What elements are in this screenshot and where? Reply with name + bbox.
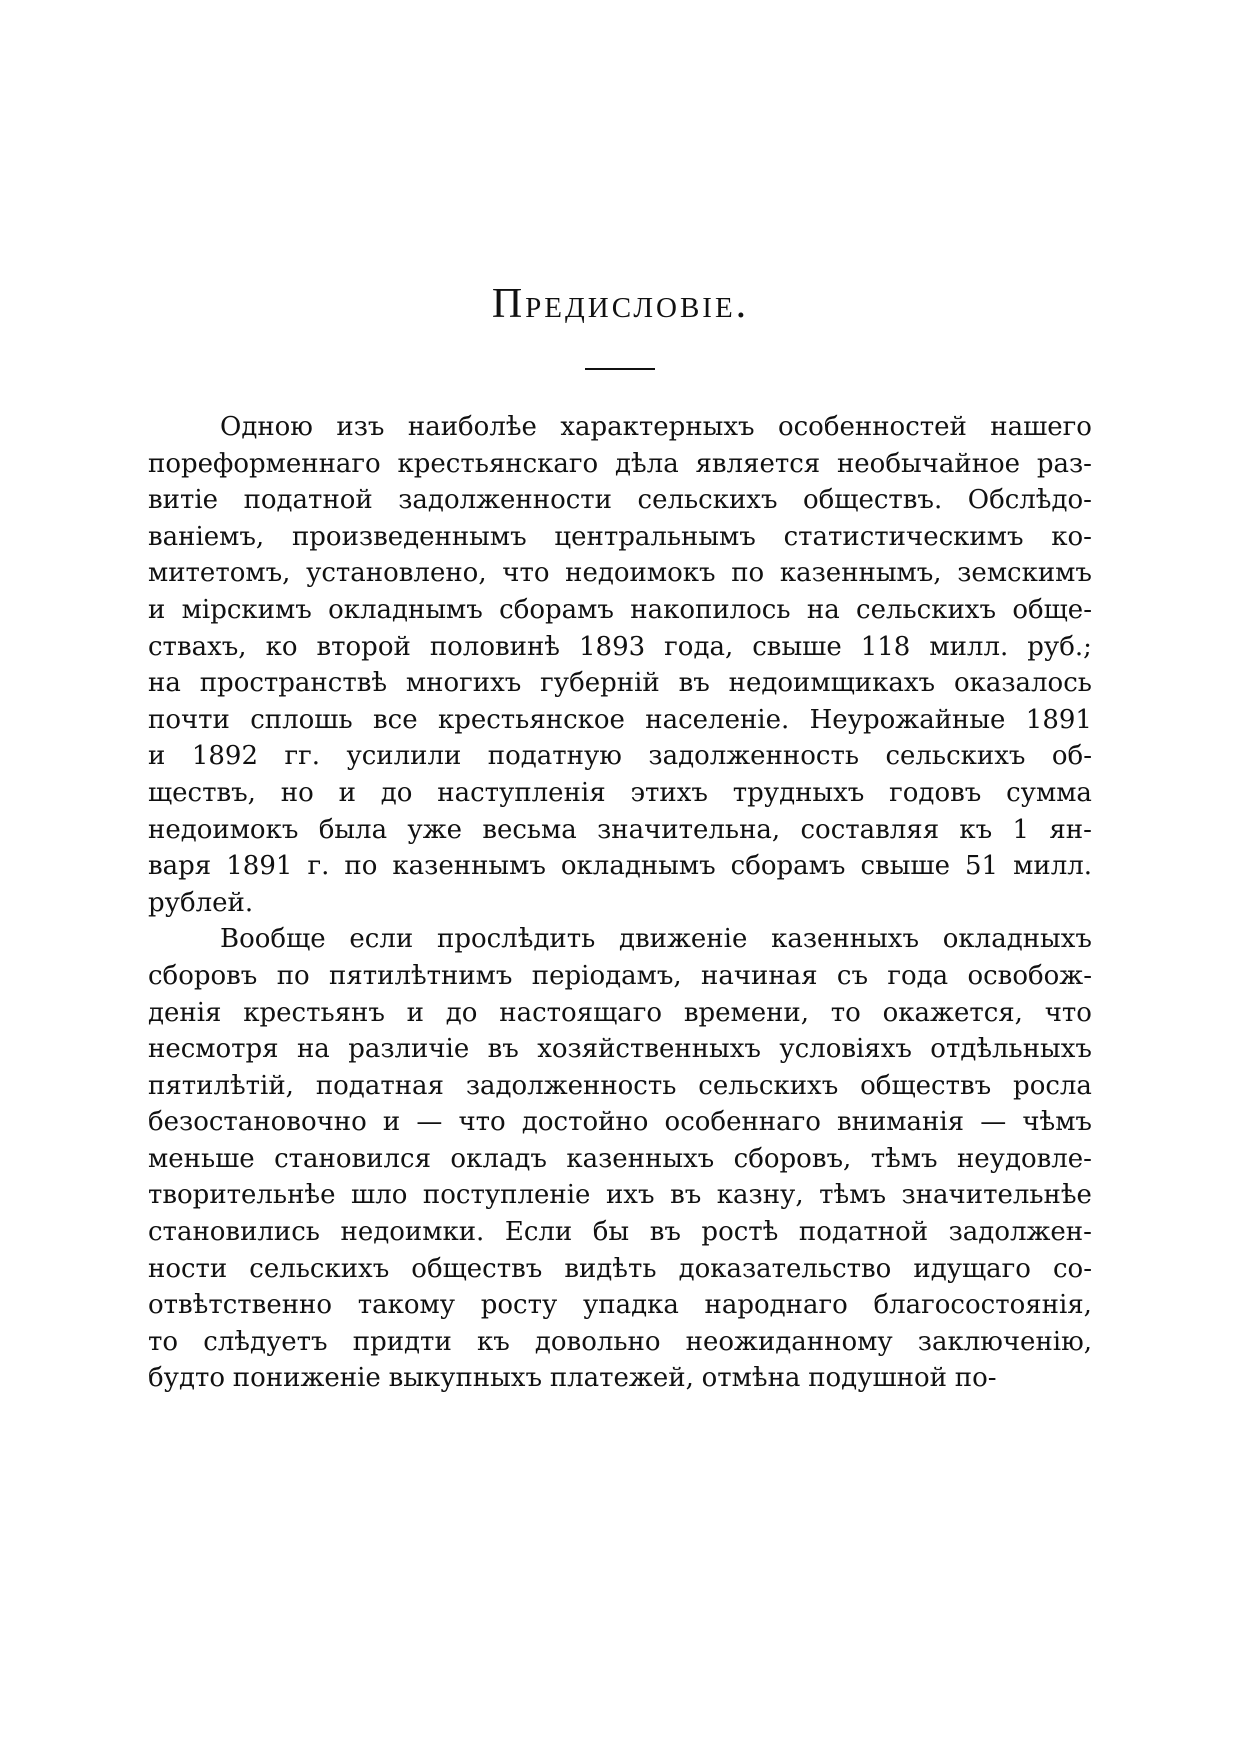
- text-line: и мірскимъ окладнымъ сборамъ накопилось на сельскихъ обще-: [148, 594, 1092, 625]
- text-line: денія крестьянъ и до настоящаго времени, то окажется, что: [148, 997, 1092, 1028]
- text-line: на пространствѣ многихъ губерній въ недоимщикахъ оказалось: [148, 668, 1092, 699]
- text-line: митетомъ, установлено, что недоимокъ по казеннымъ, земскимъ: [148, 558, 1092, 589]
- text-line: сборовъ по пятилѣтнимъ періодамъ, начиная съ года освобож-: [148, 960, 1092, 991]
- text-line: витіе податной задолженности сельскихъ обществъ. Обслѣдо-: [148, 485, 1092, 516]
- body-text: [148, 409, 1092, 1397]
- text-line: ществъ, но и до наступленія этихъ трудныхъ годовъ сумма: [148, 777, 1092, 808]
- text-line: отвѣтственно такому росту упадка народнаго благосостоянія,: [148, 1290, 1092, 1321]
- text-line: становились недоимки. Если бы въ ростѣ податной задолжен-: [148, 1217, 1092, 1248]
- chapter-title: Предисловіе.: [491, 281, 750, 327]
- text-line: ваніемъ, произведеннымъ центральнымъ статистическимъ ко-: [148, 521, 1092, 552]
- text-line: меньше становился окладъ казенныхъ сборовъ, тѣмъ неудовле-: [148, 1143, 1092, 1174]
- text-line: Одною изъ наиболѣе характерныхъ особенностей нашего: [220, 412, 1092, 442]
- text-line: недоимокъ была уже весьма значительна, составляя къ 1 ян-: [148, 814, 1092, 845]
- text-line: ности сельскихъ обществъ видѣть доказательство идущаго со-: [148, 1253, 1092, 1284]
- title-rule: [585, 368, 655, 370]
- text-line: безостановочно и — что достойно особеннаго вниманія — чѣмъ: [148, 1107, 1092, 1138]
- text-line: то слѣдуетъ придти къ довольно неожиданному заключенію,: [148, 1326, 1092, 1357]
- text-line: пореформеннаго крестьянскаго дѣла является необычайное раз-: [148, 448, 1092, 479]
- text-line: ствахъ, ко второй половинѣ 1893 года, свыше 118 милл. руб.;: [148, 631, 1092, 662]
- text-line: рублей.: [148, 887, 254, 918]
- text-line: творительнѣе шло поступленіе ихъ въ казну, тѣмъ значительнѣе: [148, 1180, 1092, 1211]
- text-line: пятилѣтій, податная задолженность сельскихъ обществъ росла: [148, 1070, 1092, 1101]
- text-line: почти сплошь все крестьянское населеніе. Неурожайные 1891: [148, 704, 1092, 735]
- text-line: Вообще если прослѣдить движеніе казенныхъ окладныхъ: [220, 924, 1092, 955]
- text-line: будто пониженіе выкупныхъ платежей, отмѣна подушной по-: [148, 1363, 997, 1394]
- text-line: варя 1891 г. по казеннымъ окладнымъ сборамъ свыше 51 милл.: [148, 851, 1092, 882]
- text-line: несмотря на различіе въ хозяйственныхъ условіяхъ отдѣльныхъ: [148, 1034, 1092, 1065]
- text-line: и 1892 гг. усилили податную задолженность сельскихъ об-: [148, 741, 1092, 772]
